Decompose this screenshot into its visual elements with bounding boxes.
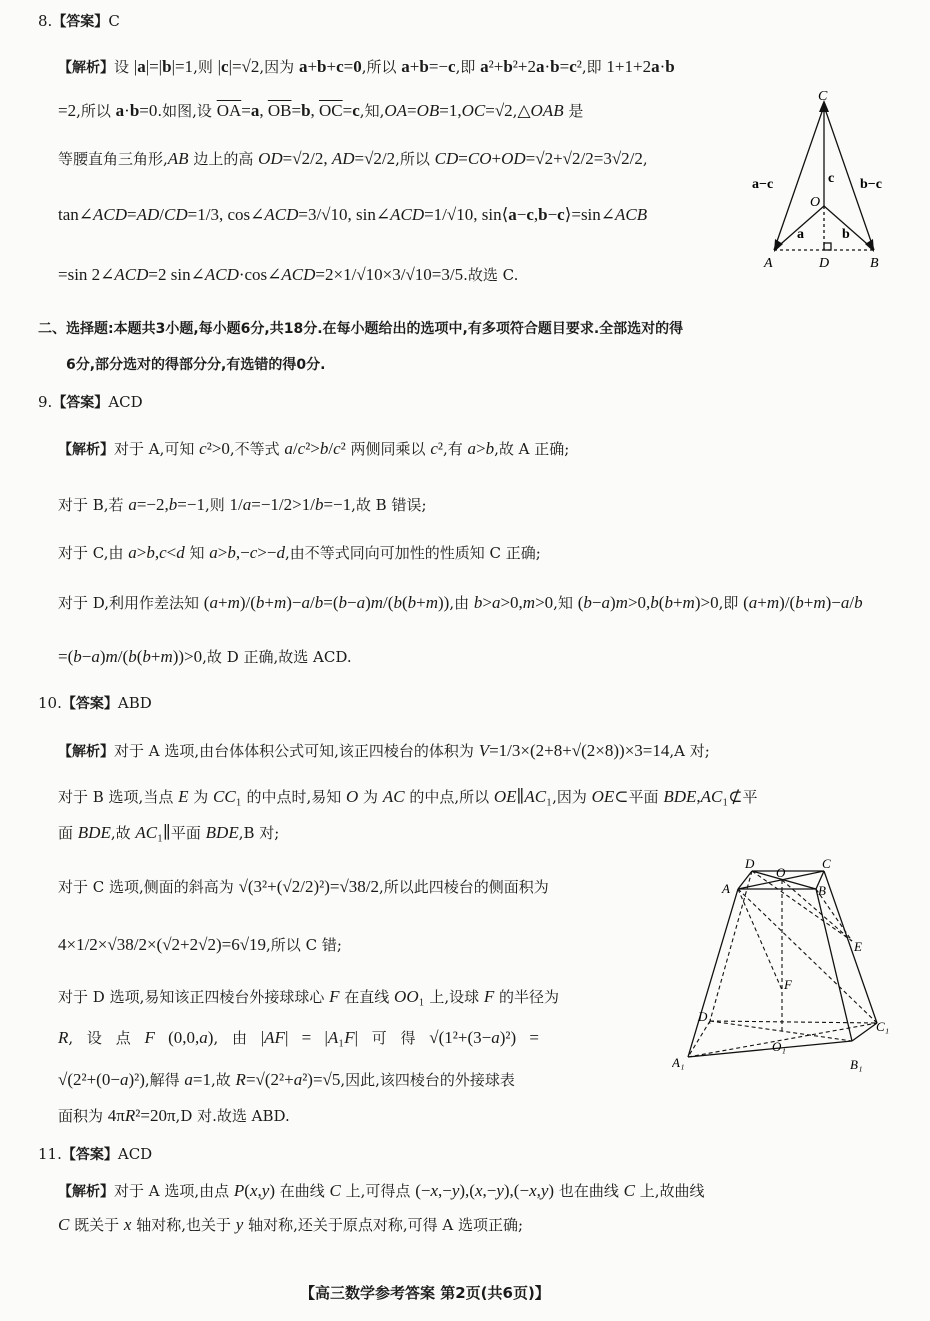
q8-answer-head: 8.【答案】C (38, 12, 120, 30)
q10-fig-label-D: D (745, 856, 755, 871)
q10-fig-label-C1: C₁ (876, 1019, 890, 1034)
q8-vector-figure (752, 88, 902, 273)
q8-fig-label-B: B (870, 256, 879, 271)
q8-fig-label-D: D (819, 256, 830, 271)
q10-fig-label-B: B (818, 883, 826, 898)
q10-fig-label-F: F (784, 977, 792, 992)
q8-fig-label-a-minus-c: a−c (752, 177, 774, 192)
q10-fig-label-A1: A₁ (672, 1055, 685, 1070)
q8-fig-label-C: C (818, 89, 828, 104)
q8-analysis-line-2: =2,所以 a·b=0.如图,设 $\overline{OA}=a$, $\overline{OB}=b$, $\overline{OC}=c$,知,OA=OB=1,OC=√2,△OAB 是 (58, 101, 584, 120)
q9-analysis-line-1: 【解析】对于 A,可知 c²>0,不等式 a/c²>b/c² 两侧同乘以 c²,有 a>b,故 A 正确; (58, 439, 570, 458)
q11-analysis-line-1: 【解析】对于 A 选项,由点 P(x,y) 在曲线 C 上,可得点 (−x,−y),(x,−y),(−x,y) 也在曲线 C 上,故曲线 (58, 1181, 705, 1200)
q9-analysis-line-5: =(b−a)m/(b(b+m))>0,故 D 正确,故选 ACD. (58, 647, 352, 666)
q10-analysis-line-8: √(2²+(0−a)²),解得 a=1,故 R=√(2²+a²)=√5,因此,该四棱台的外接球表 (58, 1070, 515, 1089)
q10-fig-label-O1: O₁ (772, 1039, 786, 1054)
q8-fig-label-b: b (842, 227, 850, 242)
q10-analysis-line-3: 面 BDE,故 AC₁∥平面 BDE,B 对; (58, 823, 280, 842)
q8-analysis-line-4: tan∠ACD=AD/CD=1/3, cos∠ACD=3/√10, sin∠ACD=1/√10, sin⟨a−c,b−c⟩=sin∠ACB (58, 205, 648, 224)
q9-answer-head: 9.【答案】ACD (38, 393, 143, 411)
q10-analysis-line-2: 对于 B 选项,当点 E 为 CC₁ 的中点时,易知 O 为 AC 的中点,所以 OE∥AC₁,因为 OE⊂平面 BDE,AC₁⊄平 (58, 787, 758, 806)
q8-analysis-line-5: =sin 2∠ACD=2 sin∠ACD·cos∠ACD=2×1/√10×3/√10=3/5.故选 C. (58, 265, 519, 284)
q10-fig-label-E: E (854, 939, 862, 954)
q8-analysis-line-1: 【解析】设 |a|=|b|=1,则 |c|=√2,因为 a+b+c=0,所以 a+b=−c,即 a²+b²+2a·b=c²,即 1+1+2a·b (58, 57, 675, 76)
q10-fig-label-A: A (722, 881, 730, 896)
q10-fig-label-C: C (822, 856, 831, 871)
q8-analysis-line-3: 等腰直角三角形,AB 边上的高 OD=√2/2, AD=√2/2,所以 CD=CO+OD=√2+√2/2=3√2/2, (58, 149, 648, 168)
q9-analysis-line-3: 对于 C,由 a>b,c<d 知 a>b,−c>−d,由不等式同向可加性的性质知 C 正确; (58, 543, 541, 562)
q10-fig-label-D1: D₁ (698, 1009, 712, 1024)
q11-answer-head: 11.【答案】ACD (38, 1145, 153, 1163)
q10-analysis-line-4: 对于 C 选项,侧面的斜高为 √(3²+(√2/2)²)=√38/2,所以此四棱台的侧面积为 (58, 877, 549, 896)
section2-instructions-line-2: 6分,部分选对的得部分分,有选错的得0分. (66, 357, 326, 373)
q10-frustum-figure (672, 855, 902, 1080)
q10-answer-head: 10.【答案】ABD (38, 694, 152, 712)
q10-fig-label-O: O (776, 865, 786, 880)
q8-fig-label-b-minus-c: b−c (860, 177, 882, 192)
section2-instructions-line-1: 二、选择题:本题共3小题,每小题6分,共18分.在每小题给出的选项中,有多项符合题目要求.全部选对的得 (38, 321, 684, 337)
q8-fig-label-A: A (764, 256, 773, 271)
q10-analysis-line-6: 对于 D 选项,易知该正四棱台外接球球心 F 在直线 OO₁ 上,设球 F 的半径为 (58, 987, 560, 1006)
q8-fig-label-O: O (810, 195, 821, 210)
q10-analysis-line-7: R, 设 点 F (0,0,a), 由 |AF| = |A₁F| 可 得 √(1²+(3−a)²) = (58, 1028, 539, 1047)
q9-analysis-line-4: 对于 D,利用作差法知 (a+m)/(b+m)−a/b=(b−a)m/(b(b+m)),由 b>a>0,m>0,知 (b−a)m>0,b(b+m)>0,即 (a+m)/(b+m)−a/b (58, 593, 863, 612)
q8-fig-label-c: c (828, 171, 835, 186)
q9-analysis-line-2: 对于 B,若 a=−2,b=−1,则 1/a=−1/2>1/b=−1,故 B 错误; (58, 495, 427, 514)
q8-fig-label-a: a (797, 227, 804, 242)
q10-analysis-line-1: 【解析】对于 A 选项,由台体体积公式可知,该正四棱台的体积为 V=1/3×(2+8+√(2×8))×3=14,A 对; (58, 741, 710, 760)
q10-fig-label-B1: B₁ (850, 1057, 863, 1072)
q10-analysis-line-5: 4×1/2×√38/2×(√2+2√2)=6√19,所以 C 错; (58, 935, 342, 954)
page-footer: 【高三数学参考答案 第2页(共6页)】 (300, 1284, 550, 1302)
q10-analysis-line-9: 面积为 4πR²=20π,D 对.故选 ABD. (58, 1106, 290, 1125)
q11-analysis-line-2: C 既关于 x 轴对称,也关于 y 轴对称,还关于原点对称,可得 A 选项正确; (58, 1215, 524, 1234)
